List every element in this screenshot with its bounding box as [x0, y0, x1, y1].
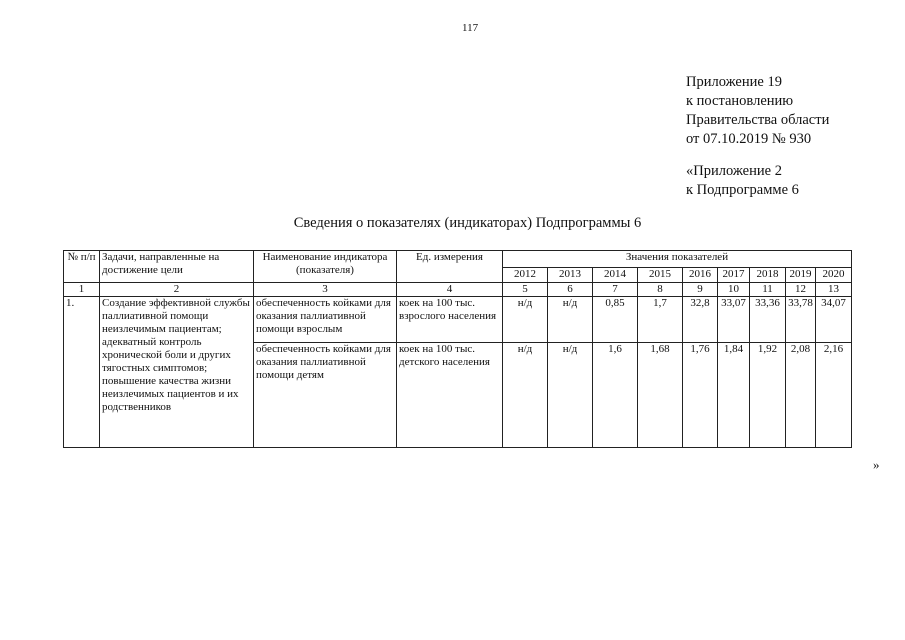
- tasks-cell: Создание эффективной службы паллиативной помощи неизлечимым пациентам; адекватный контроль хронической боли и других тягостных симптомов; повышение качества жизни неизлечимых пациентов и их родственников: [100, 297, 254, 448]
- value-cell: 2,16: [816, 343, 852, 448]
- value-cell: 33,36: [750, 297, 786, 343]
- header-tasks: Задачи, направленные на достижение цели: [100, 251, 254, 283]
- header-num: № п/п: [64, 251, 100, 283]
- year-cell: 2018: [750, 268, 786, 283]
- indicator-cell: обеспеченность койками для оказания паллиативной помощи детям: [254, 343, 397, 448]
- year-cell: 2016: [683, 268, 718, 283]
- appendix-2-reference: [686, 162, 799, 200]
- column-number: 11: [750, 283, 786, 297]
- closing-quote: »: [873, 457, 880, 472]
- page-number: 117: [462, 22, 479, 34]
- value-cell: 0,85: [593, 297, 638, 343]
- year-cell: 2012: [503, 268, 548, 283]
- value-cell: н/д: [503, 343, 548, 448]
- column-number: 6: [548, 283, 593, 297]
- value-cell: 1,7: [638, 297, 683, 343]
- column-number: 3: [254, 283, 397, 297]
- unit-cell: коек на 100 тыс. взрослого населения: [397, 297, 503, 343]
- unit-cell: коек на 100 тыс. детского населения: [397, 343, 503, 448]
- appendix-line: Приложение 19: [686, 74, 782, 90]
- appendix-line: к постановлению: [686, 93, 794, 109]
- row-number: 1.: [64, 297, 100, 448]
- appendix-line: Правительства области: [686, 112, 830, 128]
- appendix2-line: к Подпрограмме 6: [686, 182, 799, 198]
- column-number: 13: [816, 283, 852, 297]
- column-number: 5: [503, 283, 548, 297]
- year-cell: 2015: [638, 268, 683, 283]
- header-unit: Ед. измерения: [397, 251, 503, 283]
- value-cell: 33,07: [718, 297, 750, 343]
- value-cell: н/д: [548, 297, 593, 343]
- column-number: 9: [683, 283, 718, 297]
- year-cell: 2020: [816, 268, 852, 283]
- value-cell: н/д: [548, 343, 593, 448]
- value-cell: 33,78: [786, 297, 816, 343]
- year-cell: 2013: [548, 268, 593, 283]
- appendix-reference: [686, 73, 829, 149]
- value-cell: 1,6: [593, 343, 638, 448]
- indicator-cell: обеспеченность койками для оказания паллиативной помощи взрослым: [254, 297, 397, 343]
- column-number: 4: [397, 283, 503, 297]
- column-number: 1: [64, 283, 100, 297]
- table-row: [64, 297, 852, 343]
- year-cell: 2017: [718, 268, 750, 283]
- indicators-table: [63, 250, 852, 448]
- document-title: Сведения о показателях (индикаторах) Подпрограммы 6: [293, 215, 642, 231]
- value-cell: 1,84: [718, 343, 750, 448]
- value-cell: 34,07: [816, 297, 852, 343]
- appendix-line: от 07.10.2019 № 930: [686, 131, 812, 147]
- value-cell: н/д: [503, 297, 548, 343]
- column-number: 2: [100, 283, 254, 297]
- value-cell: 1,68: [638, 343, 683, 448]
- value-cell: 1,92: [750, 343, 786, 448]
- column-number: 7: [593, 283, 638, 297]
- column-number: 8: [638, 283, 683, 297]
- value-cell: 1,76: [683, 343, 718, 448]
- column-number: 12: [786, 283, 816, 297]
- value-cell: 2,08: [786, 343, 816, 448]
- year-cell: 2019: [786, 268, 816, 283]
- header-values: Значения показателей: [503, 251, 852, 268]
- header-indicator: Наименование индикатора (показателя): [254, 251, 397, 283]
- value-cell: 32,8: [683, 297, 718, 343]
- appendix2-line: «Приложение 2: [686, 163, 782, 179]
- column-number: 10: [718, 283, 750, 297]
- year-cell: 2014: [593, 268, 638, 283]
